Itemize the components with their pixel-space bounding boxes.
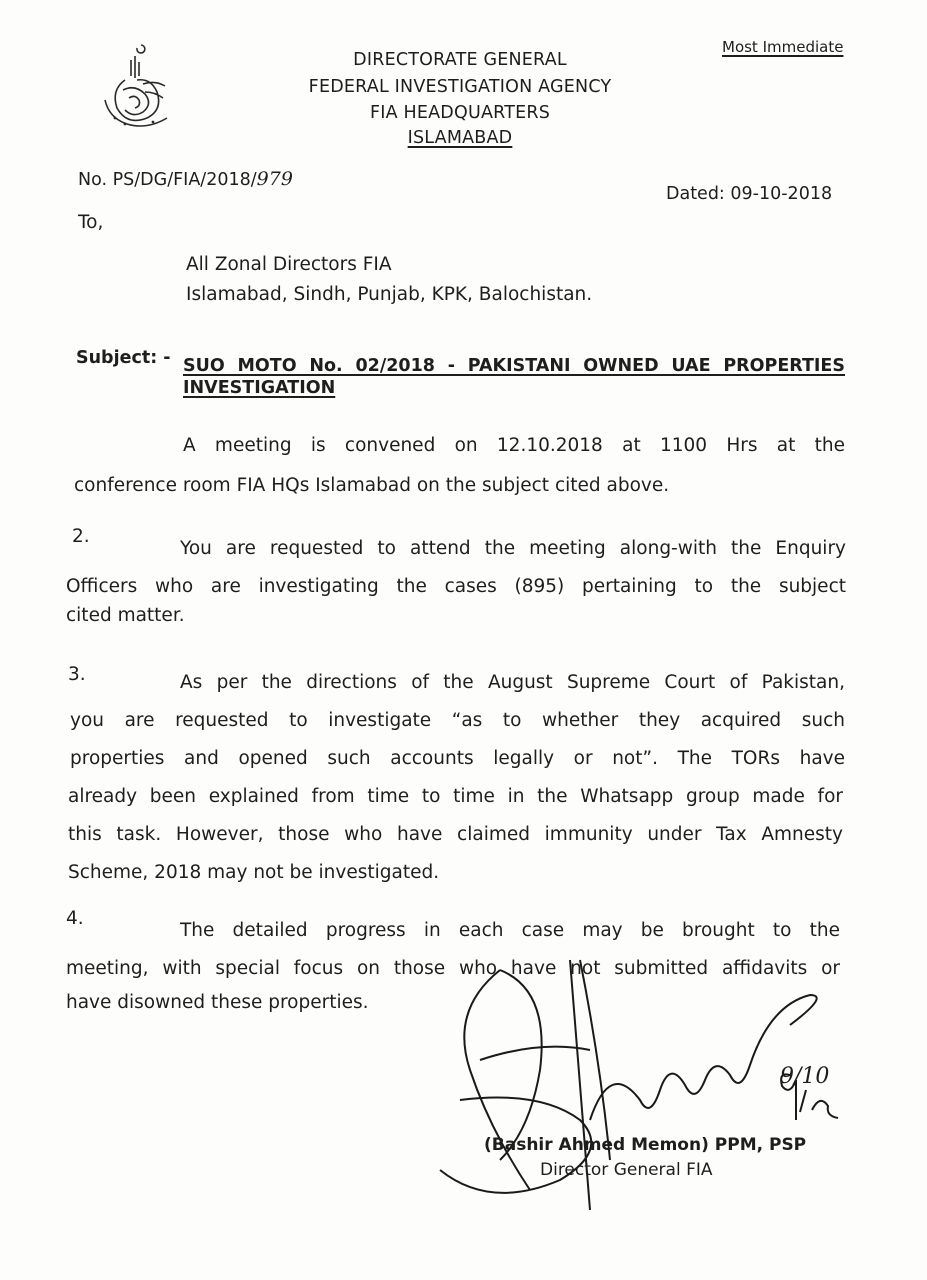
paragraph-4-line-2: meeting, with special focus on those who have not submitted affidavits or [66,958,840,979]
paragraph-3-first: As per the directions of the August Supreme Court of Pakistan, [180,672,845,693]
letterhead-line-3: FIA HEADQUARTERS [369,103,551,123]
reference-prefix: No. PS/DG/FIA/2018/ [78,170,257,190]
paragraph-3-line-5: this task. However, those who have claimed immunity under Tax Amnesty [68,824,843,845]
to-label: To, [78,212,104,233]
signatory-designation: Director General FIA [540,1160,713,1180]
reference-number [78,168,293,190]
priority-label: Most Immediate [722,38,844,56]
subject-line-1: SUO MOTO No. 02/2018 - PAKISTANI OWNED UAE PROPERTIES [183,356,845,376]
paragraph-2-line-3: cited matter. [66,605,185,626]
paragraph-3-line-4: already been explained from time to time in the Whatsapp group made for [68,786,843,807]
signature-date: 9/10 [780,1064,830,1089]
reference-handwritten: 979 [256,168,293,190]
paragraph-4-first: The detailed progress in each case may be brought to the [180,920,840,941]
paragraph-2-number: 2. [72,526,90,547]
subject-label: Subject: - [76,348,171,368]
letterhead-line-4: ISLAMABAD [407,128,513,148]
letterhead-line-1: DIRECTORATE GENERAL [353,50,567,70]
paragraph-4-line-3: have disowned these properties. [66,992,369,1013]
paragraph-4-number: 4. [66,908,84,929]
subject-line-2: INVESTIGATION [183,378,336,398]
signatory-name: (Bashir Ahmed Memon) PPM, PSP [484,1135,807,1155]
paragraph-2-first: You are requested to attend the meeting along-with the Enquiry [180,538,846,559]
paragraph-3-line-3: properties and opened such accounts legally or not”. The TORs have [70,748,845,769]
calligraphy-emblem-icon [95,40,175,135]
dated-label: Dated: 09-10-2018 [666,184,833,204]
signature-scribble-icon [420,940,860,1240]
paragraph-3-number: 3. [68,664,86,685]
letterhead-line-2: FEDERAL INVESTIGATION AGENCY [308,77,612,97]
addressee-line-2: Islamabad, Sindh, Punjab, KPK, Balochistan. [186,284,593,305]
paragraph-1-first: A meeting is convened on 12.10.2018 at 1100 Hrs at the [183,435,845,456]
paragraph-2-line-2: Officers who are investigating the cases (895) pertaining to the subject [66,576,846,597]
paragraph-3-line-6: Scheme, 2018 may not be investigated. [68,862,440,883]
paragraph-1-rest: conference room FIA HQs Islamabad on the subject cited above. [74,475,670,496]
paragraph-3-line-2: you are requested to investigate “as to whether they acquired such [70,710,845,731]
addressee-line-1: All Zonal Directors FIA [186,254,392,275]
